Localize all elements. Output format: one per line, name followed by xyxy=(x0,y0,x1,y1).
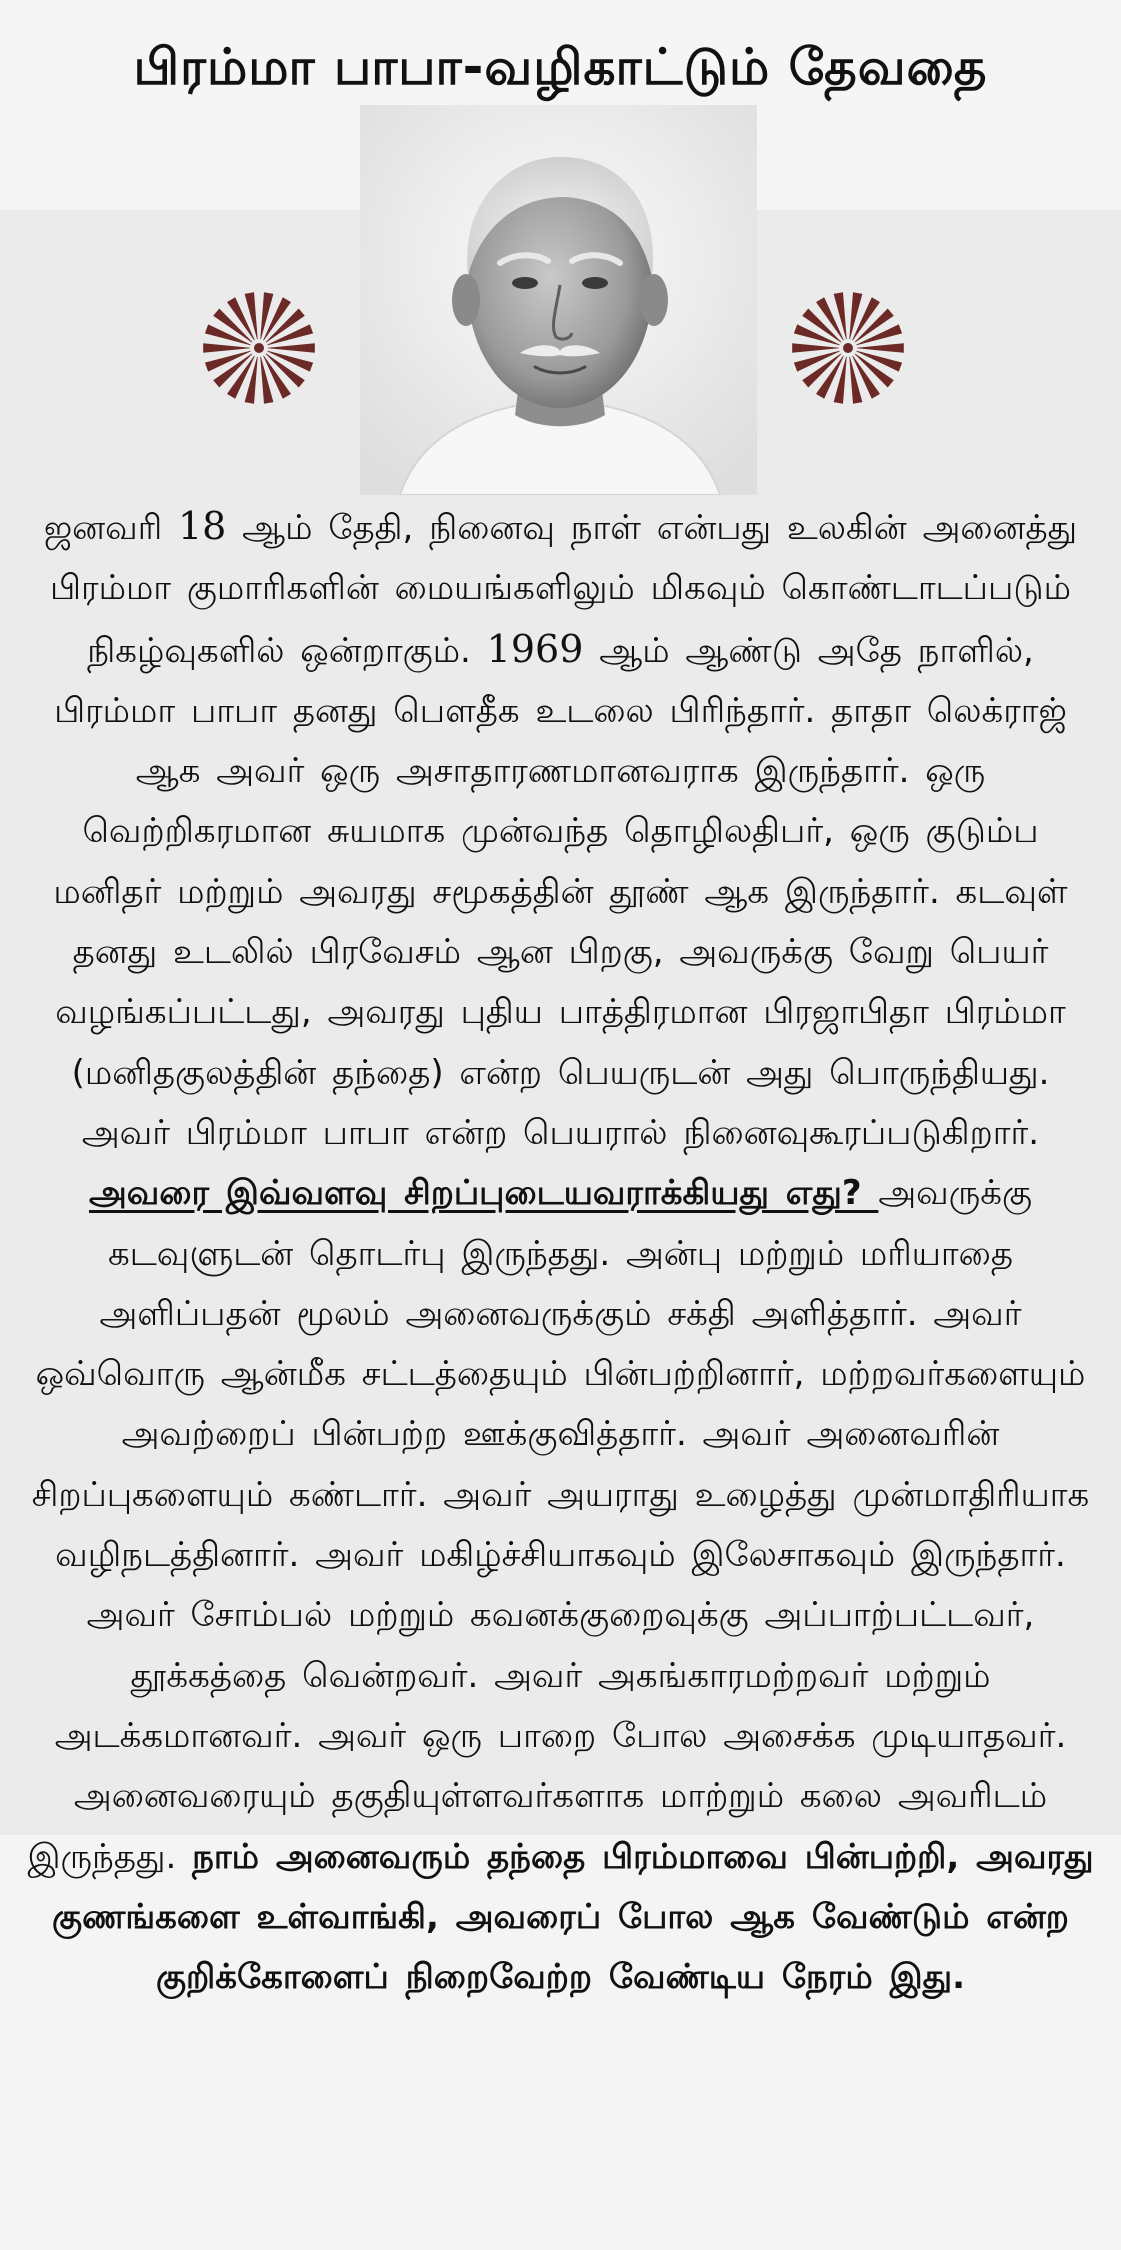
date-number: 18 xyxy=(177,504,227,548)
highlighted-question: அவரை இவ்வளவு சிறப்புடையவராக்கியது எது? xyxy=(89,1173,879,1214)
paragraph-part-2: ஆம் தேதி, நினைவு நாள் என்பது உலகின் அனைத்து பிரம்மா குமாரிகளின் மையங்களிலும் மிகவும் கொண்டாடப்படும் நிகழ்வுகளில் ஒன்றாகும். xyxy=(50,508,1078,671)
page-title: பிரம்மா பாபா-வழிகாட்டும் தேவதை xyxy=(133,38,988,96)
paragraph-part-1: ஜனவரி xyxy=(43,508,178,548)
starburst-emblem-icon xyxy=(790,290,906,406)
closing-statement: நாம் அனைவரும் தந்தை பிரம்மாவை பின்பற்றி, அவரது குணங்களை உள்வாங்கி, அவரைப் போல ஆக வேண்டும் என்ற குறிக்கோளைப் நிறைவேற்ற வேண்டிய நேரம் இது. xyxy=(52,1836,1094,1998)
body-paragraph xyxy=(22,496,1099,2007)
paragraph-part-4: அவருக்கு கடவுளுடன் தொடர்பு இருந்தது. அன்பு மற்றும் மரியாதை அளிப்பதன் மூலம் அனைவருக்கும் சக்தி அளித்தார். அவர் ஒவ்வொரு ஆன்மீக சட்டத்தையும் பின்பற்றினார், மற்றவர்களையும் அவற்றைப் பின்பற்ற ஊக்குவித்தார். அவர் அனைவரின் சிறப்புகளையும் கண்டார். அவர் அயராது உழைத்து முன்மாதிரியாக வழிநடத்தினார். அவர் மகிழ்ச்சியாகவும் இலேசாகவும் இருந்தார். அவர் சோம்பல் மற்றும் கவனக்குறைவுக்கு அப்பாற்பட்டவர், தூக்கத்தை வென்றவர். அவர் அகங்காரமற்றவர் மற்றும் அடக்கமானவர். அவர் ஒரு பாறை போல அசைக்க முடியாதவர். அனைவரையும் தகுதியுள்ளவர்களாக மாற்றும் கலை அவரிடம் இருந்தது. xyxy=(27,1173,1090,1877)
starburst-emblem-icon xyxy=(201,290,317,406)
portrait-photo-icon xyxy=(360,105,757,495)
year-number: 1969 xyxy=(486,626,584,671)
paragraph-part-3: ஆம் ஆண்டு அதே நாளில், பிரம்மா பாபா தனது பௌதீக உடலை பிரிந்தார். தாதா லெக்ராஜ் ஆக அவர் ஒரு அசாதாரணமானவராக இருந்தார். ஒரு வெற்றிகரமான சுயமாக முன்வந்த தொழிலதிபர், ஒரு குடும்ப மனிதர் மற்றும் அவரது சமூகத்தின் தூண் ஆக இருந்தார். கடவுள் தனது உடலில் பிரவேசம் ஆன பிறகு, அவருக்கு வேறு பெயர் வழங்கப்பட்டது, அவரது புதிய பாத்திரமான பிரஜாபிதா பிரம்மா (மனிதகுலத்தின் தந்தை) என்ற பெயருடன் அது பொருந்தியது. அவர் பிரம்மா பாபா என்ற பெயரால் நினைவுகூரப்படுகிறார். xyxy=(53,630,1068,1153)
